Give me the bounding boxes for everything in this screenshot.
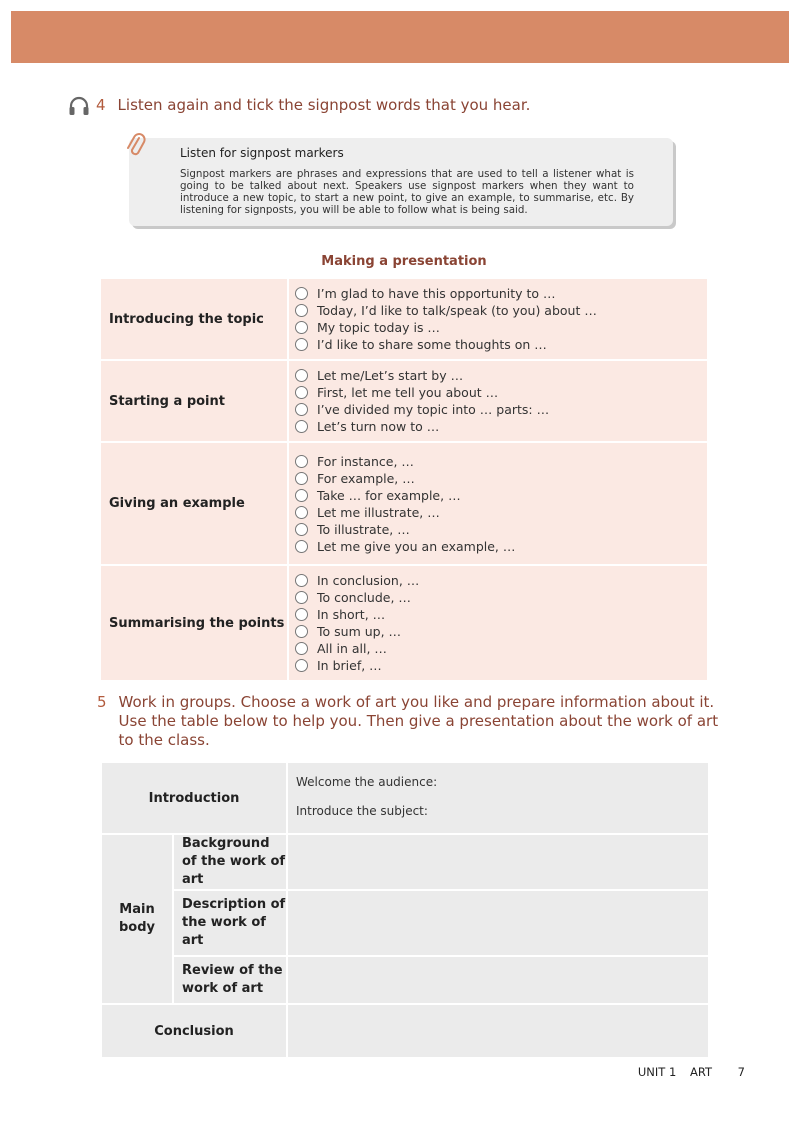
option-item[interactable]: Let’s turn now to … <box>295 418 707 435</box>
option-item[interactable]: To sum up, … <box>295 623 707 640</box>
tip-body: Signpost markers are phrases and expressions that are used to tell a listener what is going to be talked about next. Speakers use signpost markers when they want to introduce a new topic, to start a new point, to give an example, to summarise, etc. By listening for signposts, you will be able to follow what is being said. <box>180 168 634 216</box>
tick-circle[interactable] <box>295 625 308 638</box>
page-footer <box>628 1065 745 1079</box>
review-notes[interactable] <box>287 956 709 1004</box>
exercise-4-heading <box>68 96 530 116</box>
table-row <box>100 565 708 681</box>
tick-circle[interactable] <box>295 472 308 485</box>
tick-circle[interactable] <box>295 591 308 604</box>
tick-circle[interactable] <box>295 608 308 621</box>
main-body-label: Main body <box>101 834 173 1004</box>
introduction-label: Introduction <box>101 762 287 834</box>
tick-circle[interactable] <box>295 321 308 334</box>
tick-circle[interactable] <box>295 489 308 502</box>
table-row <box>101 1004 709 1058</box>
option-item[interactable]: Let me give you an example, … <box>295 538 707 555</box>
category-label: Giving an example <box>100 442 288 565</box>
tick-circle[interactable] <box>295 287 308 300</box>
tick-circle[interactable] <box>295 338 308 351</box>
option-item[interactable]: To conclude, … <box>295 589 707 606</box>
description-label: Description of the work of art <box>173 890 287 956</box>
header-band <box>11 11 789 63</box>
description-notes[interactable] <box>287 890 709 956</box>
tick-circle[interactable] <box>295 523 308 536</box>
conclusion-notes[interactable] <box>287 1004 709 1058</box>
category-label: Starting a point <box>100 360 288 442</box>
exercise-5-heading <box>97 693 737 750</box>
paperclip-icon <box>125 132 147 160</box>
table-row <box>100 442 708 565</box>
tick-circle[interactable] <box>295 369 308 382</box>
introduction-notes[interactable] <box>287 762 709 834</box>
tick-circle[interactable] <box>295 540 308 553</box>
tick-circle[interactable] <box>295 304 308 317</box>
tick-circle[interactable] <box>295 455 308 468</box>
option-item[interactable]: Let me/Let’s start by … <box>295 367 707 384</box>
exercise-number: 5 <box>97 693 107 711</box>
review-label: Review of the work of art <box>173 956 287 1004</box>
signpost-table <box>99 277 709 682</box>
table-row <box>100 360 708 442</box>
conclusion-label: Conclusion <box>101 1004 287 1058</box>
tick-circle[interactable] <box>295 642 308 655</box>
option-item[interactable]: In brief, … <box>295 657 707 674</box>
tip-box <box>129 138 673 226</box>
option-item[interactable]: Today, I’d like to talk/speak (to you) about … <box>295 302 707 319</box>
table-row <box>101 956 709 1004</box>
welcome-prompt: Welcome the audience: <box>296 775 438 789</box>
option-item[interactable]: To illustrate, … <box>295 521 707 538</box>
table-row <box>101 890 709 956</box>
option-item[interactable]: I’m glad to have this opportunity to … <box>295 285 707 302</box>
background-notes[interactable] <box>287 834 709 890</box>
option-item[interactable]: All in all, … <box>295 640 707 657</box>
category-label: Summarising the points <box>100 565 288 681</box>
option-item[interactable]: First, let me tell you about … <box>295 384 707 401</box>
option-item[interactable]: Let me illustrate, … <box>295 504 707 521</box>
option-item[interactable]: My topic today is … <box>295 319 707 336</box>
tick-circle[interactable] <box>295 386 308 399</box>
unit-label: UNIT 1 <box>637 1065 677 1079</box>
option-item[interactable]: I’d like to share some thoughts on … <box>295 336 707 353</box>
option-item[interactable]: In conclusion, … <box>295 572 707 589</box>
introduce-prompt: Introduce the subject: <box>296 804 428 818</box>
table-row <box>101 762 709 834</box>
tip-title: Listen for signpost markers <box>180 146 344 160</box>
option-item[interactable]: For instance, … <box>295 453 707 470</box>
presentation-table <box>100 761 710 1059</box>
tick-circle[interactable] <box>295 574 308 587</box>
option-item[interactable]: I’ve divided my topic into … parts: … <box>295 401 707 418</box>
category-label: Introducing the topic <box>100 278 288 360</box>
signpost-table-title: Making a presentation <box>321 254 487 269</box>
exercise-instruction: Listen again and tick the signpost words that you hear. <box>117 96 531 114</box>
option-item[interactable]: For example, … <box>295 470 707 487</box>
option-item[interactable]: Take … for example, … <box>295 487 707 504</box>
table-row <box>100 278 708 360</box>
exercise-number: 4 <box>96 96 106 114</box>
page-number: 7 <box>737 1065 745 1079</box>
exercise-instruction: Work in groups. Choose a work of art you like and prepare information about it. Use the table below to help you. Then give a presentation about the work of art to the class. <box>118 693 719 749</box>
headphones-icon <box>68 96 90 116</box>
tick-circle[interactable] <box>295 403 308 416</box>
tick-circle[interactable] <box>295 420 308 433</box>
unit-topic: ART <box>689 1065 713 1079</box>
background-label: Background of the work of art <box>173 834 287 890</box>
tick-circle[interactable] <box>295 506 308 519</box>
option-item[interactable]: In short, … <box>295 606 707 623</box>
table-row <box>101 834 709 890</box>
tick-circle[interactable] <box>295 659 308 672</box>
